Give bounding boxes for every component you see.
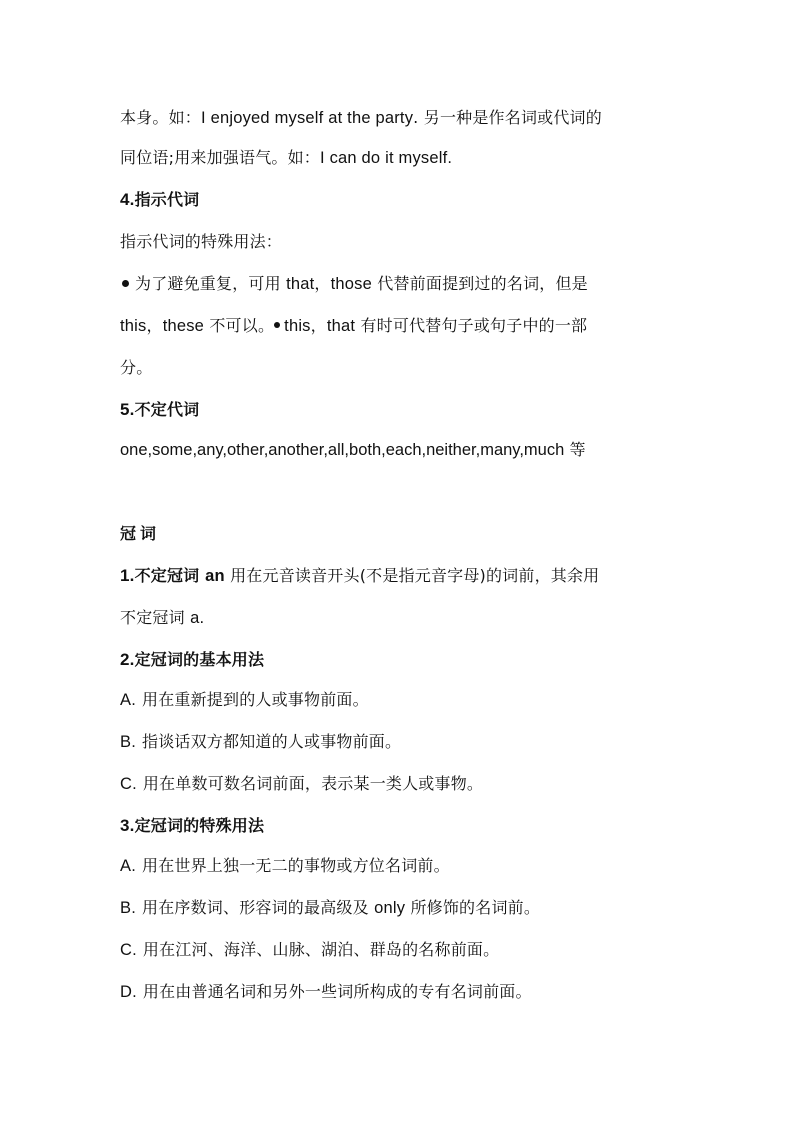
heading-number: 4. xyxy=(120,190,135,209)
heading-demonstrative-pronouns xyxy=(120,188,680,212)
section-title-text: 冠词 xyxy=(120,524,161,543)
heading-text: 定冠词的特殊用法 xyxy=(134,816,265,835)
heading-latin: an xyxy=(205,567,225,585)
paragraph-line-5 xyxy=(120,438,680,462)
text-run: 代替前面提到过的名词，但是 xyxy=(372,274,588,293)
heading-number: 5. xyxy=(120,400,135,419)
heading-text: 指示代词 xyxy=(134,190,200,209)
text-run: this xyxy=(284,317,311,335)
text-run: that xyxy=(286,275,315,293)
text-run: this xyxy=(120,317,147,335)
text-run: 等 xyxy=(564,440,586,459)
list-letter: A. xyxy=(120,691,136,709)
list-text: 用在江河、海洋、山脉、湖泊、群岛的名称前面。 xyxy=(142,940,500,959)
text-run: 用在元音读音开头(不是指元音字母)的词前，其余用 xyxy=(224,566,600,585)
list-item-b-2 xyxy=(120,896,680,920)
list-letter: D. xyxy=(120,983,137,1001)
list-letter: B. xyxy=(120,733,136,751)
list-text: 用在由普通名词和另外一些词所构成的专有名词前面。 xyxy=(142,982,532,1001)
list-item-a-2 xyxy=(120,854,680,878)
text-run: ， xyxy=(146,316,163,335)
heading-text: 定冠词的基本用法 xyxy=(134,650,265,669)
text-run: 本身。如： xyxy=(120,108,202,127)
list-item-d-2 xyxy=(120,980,680,1004)
heading-indefinite-article xyxy=(120,564,680,588)
paragraph-line-3 xyxy=(120,230,680,254)
heading-number: 3. xyxy=(120,816,135,835)
text-run: 不定冠词 xyxy=(120,608,191,627)
list-text: 指谈话双方都知道的人或事物前面。 xyxy=(142,732,402,751)
paragraph-line-1 xyxy=(120,106,680,130)
list-text: 所修饰的名词前。 xyxy=(405,898,541,917)
paragraph-line-6 xyxy=(120,606,680,630)
text-run: 同位语;用来加强语气。如： xyxy=(120,148,320,167)
text-run: ， xyxy=(310,316,327,335)
list-letter: C. xyxy=(120,941,137,959)
list-item-b xyxy=(120,730,680,754)
text-run: 不可以。 xyxy=(204,316,275,335)
list-latin: only xyxy=(374,899,406,917)
word-list: one,some,any,other,another,all,both,each,neither,many,much xyxy=(120,441,565,459)
list-item-c xyxy=(120,772,680,796)
heading-number: 2. xyxy=(120,650,135,669)
section-title-articles xyxy=(120,522,680,546)
list-text: 用在重新提到的人或事物前面。 xyxy=(142,690,369,709)
bullet-icon xyxy=(274,322,280,328)
text-run: 有时可代替句子或句子中的一部 xyxy=(355,316,588,335)
list-item-a xyxy=(120,688,680,712)
list-text: 用在单数可数名词前面，表示某一类人或事物。 xyxy=(142,774,484,793)
bullet-icon xyxy=(122,280,129,287)
list-text: 用在世界上独一无二的事物或方位名词前。 xyxy=(142,856,450,875)
bullet-line-2 xyxy=(120,314,680,338)
list-item-c-2 xyxy=(120,938,680,962)
paragraph-line-4 xyxy=(120,356,680,380)
text-run: . 另一种是作名词或代词的 xyxy=(413,108,602,127)
bullet-line-1 xyxy=(120,272,680,296)
list-letter: C. xyxy=(120,775,137,793)
list-letter: B. xyxy=(120,899,136,917)
text-run: a. xyxy=(190,609,205,627)
heading-text: 不定冠词 xyxy=(134,566,206,585)
text-run: those xyxy=(330,275,372,293)
text-run: that xyxy=(326,317,356,335)
example-sentence: I enjoyed myself at the party xyxy=(201,109,414,127)
heading-indefinite-pronouns xyxy=(120,398,680,422)
list-letter: A. xyxy=(120,857,136,875)
list-text: 用在序数词、形容词的最高级及 xyxy=(142,898,375,917)
text-run: 分。 xyxy=(120,358,153,377)
text-run: these xyxy=(162,317,205,335)
text-run: ， xyxy=(314,274,331,293)
heading-definite-article-basic xyxy=(120,648,680,672)
heading-definite-article-special xyxy=(120,814,680,838)
heading-number: 1. xyxy=(120,566,135,585)
text-run: 为了避免重复，可用 xyxy=(135,274,287,293)
example-sentence: I can do it myself. xyxy=(320,149,453,167)
text-run: 指示代词的特殊用法： xyxy=(120,232,283,251)
paragraph-line-2 xyxy=(120,146,680,170)
heading-text: 不定代词 xyxy=(134,400,200,419)
